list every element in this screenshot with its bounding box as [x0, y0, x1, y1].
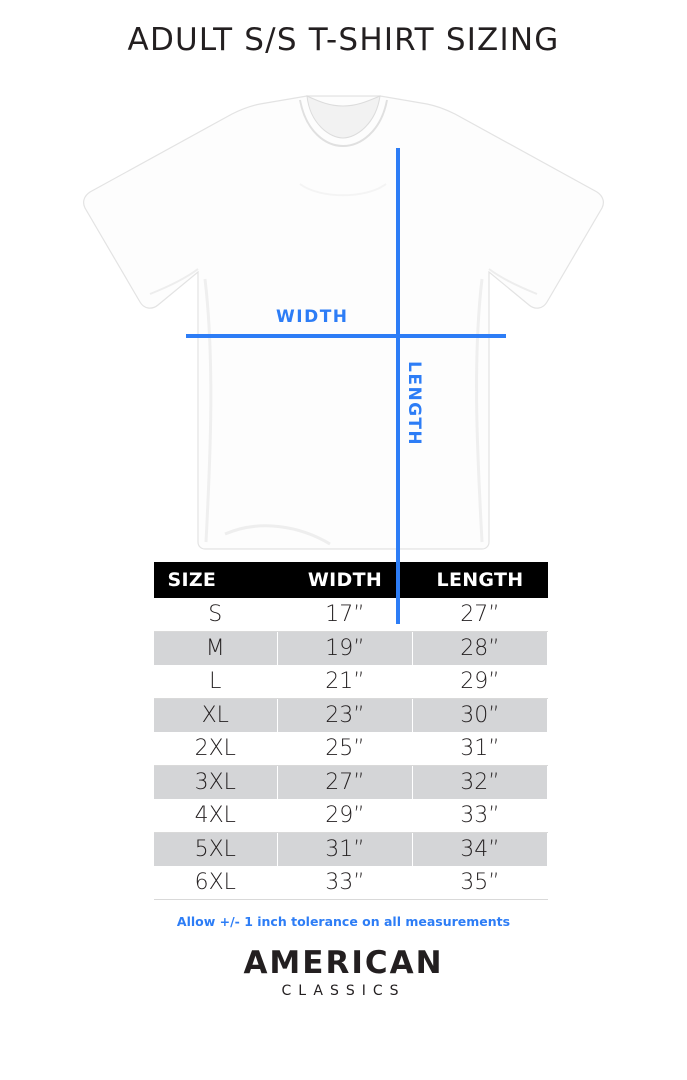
table-row [154, 598, 548, 632]
cell-size: 2XL [154, 732, 278, 766]
table-row [154, 632, 548, 666]
cell-length: 30” [413, 699, 548, 733]
cell-width: 19” [278, 632, 413, 666]
table-header-row [154, 562, 548, 598]
cell-length: 35” [413, 866, 548, 900]
cell-size: 4XL [154, 799, 278, 833]
cell-size: 5XL [154, 833, 278, 867]
header-size: SIZE [154, 562, 278, 598]
table-row [154, 799, 548, 833]
table-row [154, 833, 548, 867]
size-table-body [154, 598, 548, 900]
cell-length: 28” [413, 632, 548, 666]
cell-size: XL [154, 699, 278, 733]
cell-width: 29” [278, 799, 413, 833]
cell-width: 25” [278, 732, 413, 766]
width-measure-line [186, 334, 506, 338]
table-row [154, 866, 548, 900]
brand-subtitle: CLASSICS [281, 983, 406, 999]
cell-width: 33” [278, 866, 413, 900]
cell-width: 21” [278, 665, 413, 699]
tshirt-diagram [0, 64, 687, 554]
cell-size: 6XL [154, 866, 278, 900]
brand-logo [0, 945, 687, 999]
size-table [154, 562, 549, 900]
cell-size: S [154, 598, 278, 632]
tolerance-note: Allow +/- 1 inch tolerance on all measurements [176, 914, 511, 929]
cell-width: 17” [278, 598, 413, 632]
cell-width: 31” [278, 833, 413, 867]
table-row [154, 766, 548, 800]
cell-length: 34” [413, 833, 548, 867]
page-title: ADULT S/S T-SHIRT SIZING [127, 22, 560, 58]
cell-length: 27” [413, 598, 548, 632]
cell-width: 27” [278, 766, 413, 800]
header-length: LENGTH [413, 562, 548, 598]
width-label: WIDTH [276, 307, 349, 327]
cell-length: 29” [413, 665, 548, 699]
cell-length: 33” [413, 799, 548, 833]
cell-length: 32” [413, 766, 548, 800]
table-row [154, 665, 548, 699]
cell-size: L [154, 665, 278, 699]
cell-size: M [154, 632, 278, 666]
brand-name: AMERICAN [243, 945, 444, 981]
table-row [154, 699, 548, 733]
cell-size: 3XL [154, 766, 278, 800]
cell-width: 23” [278, 699, 413, 733]
cell-length: 31” [413, 732, 548, 766]
length-measure-line [396, 148, 400, 624]
size-table-header [154, 562, 548, 598]
length-label: LENGTH [404, 361, 424, 447]
header-width: WIDTH [278, 562, 413, 598]
size-table-container [154, 562, 534, 900]
table-row [154, 732, 548, 766]
